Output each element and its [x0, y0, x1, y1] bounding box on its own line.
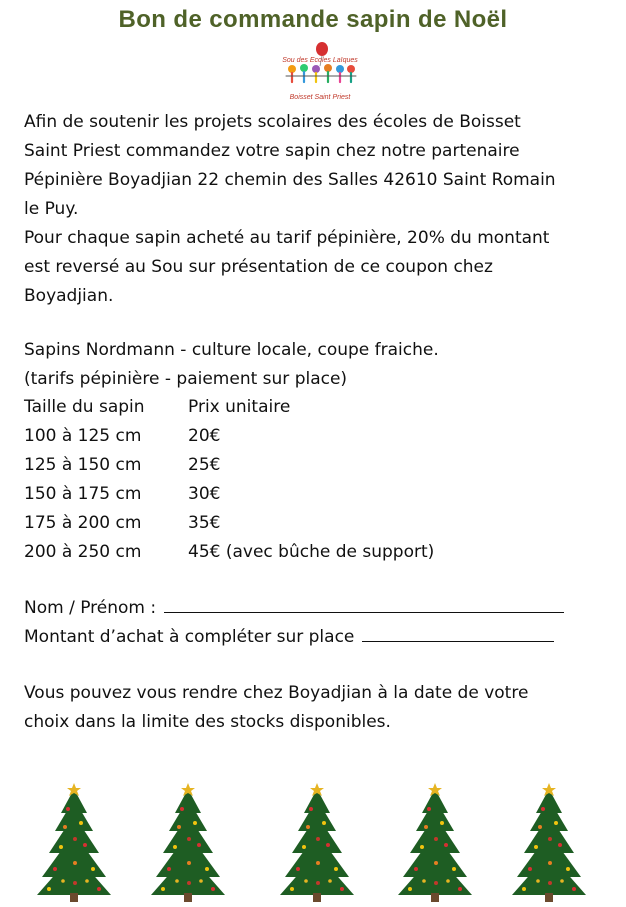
table-row [24, 451, 434, 480]
footer-line: choix dans la limite des stocks disponibles. [24, 712, 391, 732]
amount-form-row [24, 623, 554, 652]
intro-line: Pour chaque sapin acheté au tarif pépinière, 20% du montant [24, 228, 550, 248]
offer-line: (tarifs pépinière - paiement sur place) [24, 369, 348, 389]
price-table-header [24, 393, 434, 422]
price-cell: 25€ [188, 455, 221, 475]
footer-line: Vous pouvez vous rendre chez Boyadjian à la date de votre [24, 683, 529, 703]
size-column-header: Taille du sapin [24, 397, 145, 417]
table-row [24, 422, 434, 451]
intro-line: Saint Priest commandez votre sapin chez notre partenaire [24, 141, 520, 161]
price-table [24, 393, 434, 567]
christmas-tree-icon [278, 783, 356, 903]
intro-line: est reversé au Sou sur présentation de ce coupon chez [24, 257, 493, 277]
intro-line: Pépinière Boyadjian 22 chemin des Salles 42610 Saint Romain [24, 170, 556, 190]
logo-top-text: Sou des Ecoles Laïques [282, 57, 358, 64]
size-cell: 125 à 150 cm [24, 455, 142, 475]
intro-line: le Puy. [24, 199, 79, 219]
name-field[interactable] [164, 594, 564, 613]
intro-paragraph [24, 108, 614, 311]
size-cell: 100 à 125 cm [24, 426, 142, 446]
price-column-header: Prix unitaire [188, 397, 291, 417]
price-cell: 20€ [188, 426, 221, 446]
price-cell: 35€ [188, 513, 221, 533]
page-title: Bon de commande sapin de Noël [118, 6, 508, 33]
sou-logo [270, 40, 370, 106]
christmas-tree-icon [396, 783, 474, 903]
price-cell: 45€ (avec bûche de support) [188, 542, 435, 562]
name-label: Nom / Prénom : [24, 598, 157, 618]
christmas-tree-icon [35, 783, 113, 903]
amount-field[interactable] [362, 623, 554, 642]
intro-line: Boyadjian. [24, 286, 114, 306]
offer-line: Sapins Nordmann - culture locale, coupe fraiche. [24, 340, 439, 360]
table-row [24, 480, 434, 509]
size-cell: 150 à 175 cm [24, 484, 142, 504]
christmas-tree-icon [510, 783, 588, 903]
logo-bottom-text: Boisset Saint Priest [289, 94, 351, 101]
offer-description [24, 336, 614, 394]
size-cell: 175 à 200 cm [24, 513, 142, 533]
footer-paragraph [24, 679, 614, 737]
price-cell: 30€ [188, 484, 221, 504]
christmas-tree-row [0, 783, 626, 903]
intro-line: Afin de soutenir les projets scolaires des écoles de Boisset [24, 112, 521, 132]
size-cell: 200 à 250 cm [24, 542, 142, 562]
christmas-tree-icon [149, 783, 227, 903]
table-row [24, 509, 434, 538]
table-row [24, 538, 434, 567]
name-form-row [24, 594, 564, 623]
amount-label: Montant d’achat à compléter sur place [24, 627, 355, 647]
